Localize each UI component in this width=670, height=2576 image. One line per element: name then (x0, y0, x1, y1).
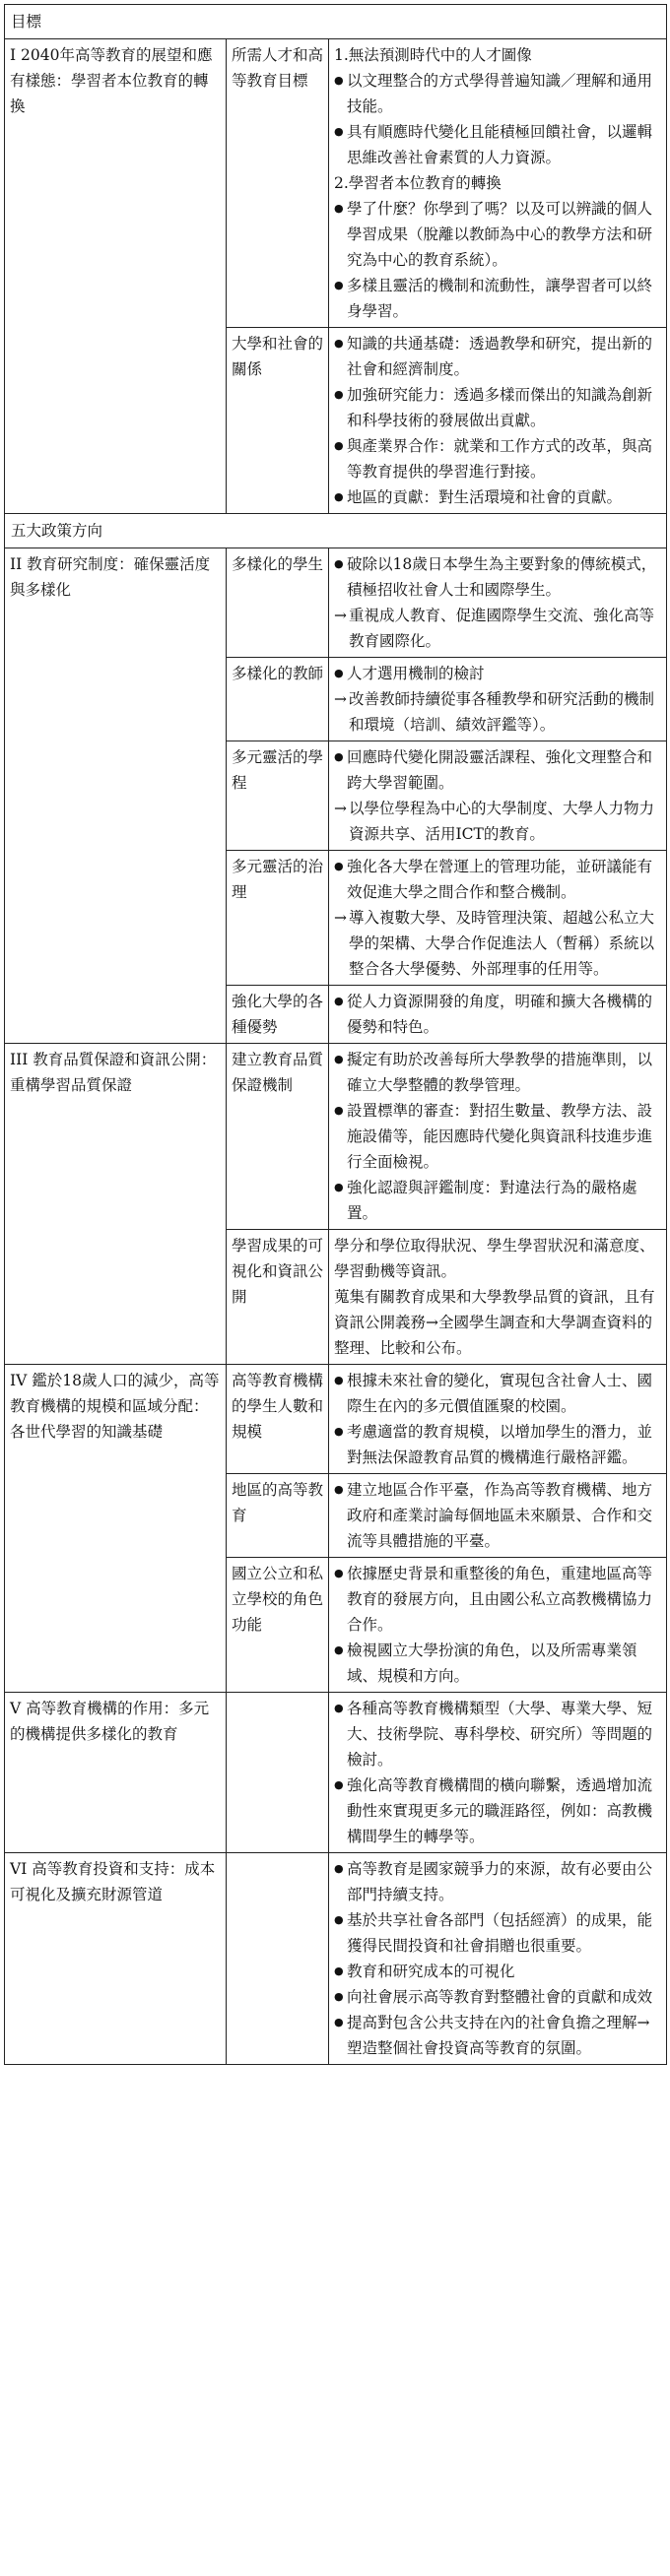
topic-cell (227, 1693, 329, 1853)
bullet-item: ● 人才選用機制的檢討 (334, 661, 661, 686)
bullet-item: ● 基於共享社會各部門（包括經濟）的成果，能獲得民間投資和社會捐贈也很重要。 (334, 1907, 661, 1959)
direction-title: III 教育品質保證和資訊公開：重構學習品質保證 (5, 1044, 227, 1365)
text-line: 蒐集有關教育成果和大學教學品質的資訊，且有資訊公開義務→全國學生調查和大學調查資料的整理、比較和公布。 (334, 1288, 655, 1357)
text-line: 學分和學位取得狀況、學生學習狀況和滿意度、學習動機等資訊。 (334, 1237, 655, 1280)
bullet-item: ● 知識的共通基礎：透過教學和研究，提出新的社會和經濟制度。 (334, 331, 661, 382)
text-line: 1.無法預測時代中的人才圖像 (334, 46, 532, 64)
content-cell (329, 1044, 667, 1230)
content-cell (329, 851, 667, 986)
topic-cell: 多元靈活的學程 (227, 741, 329, 851)
bullet-item: ● 強化高等教育機構間的橫向聯繫，透過增加流動性來實現更多元的職涯路徑，例如：高教機構間學生的轉學等。 (334, 1772, 661, 1849)
topic-cell: 多樣化的教師 (227, 658, 329, 741)
topic-cell: 地區的高等教育 (227, 1474, 329, 1558)
content-cell (329, 328, 667, 514)
bullet-item: ● 各種高等教育機構類型（大學、專業大學、短大、技術學院、專科學校、研究所）等問題的檢討。 (334, 1696, 661, 1772)
bullet-item: ● 考慮適當的教育規模，以增加學生的潛力，並對無法保證教育品質的機構進行嚴格評鑑。 (334, 1419, 661, 1470)
bullet-item: ● 依據歷史背景和重整後的角色，重建地區高等教育的發展方向，且由國公私立高教機構協力合作。 (334, 1561, 661, 1638)
table-row (5, 1693, 667, 1853)
bullet-item: ● 具有順應時代變化且能積極回饋社會，以邏輯思維改善社會素質的人力資源。 (334, 119, 661, 170)
section-row (5, 514, 667, 548)
bullet-item: ● 加強研究能力：透過多樣而傑出的知識為創新和科學技術的發展做出貢獻。 (334, 382, 661, 433)
section-policy-header: 五大政策方向 (5, 514, 667, 548)
bullet-item: ● 教育和研究成本的可視化 (334, 1959, 661, 1984)
bullet-item: ● 從人力資源開發的角度，明確和擴大各機構的優勢和特色。 (334, 989, 661, 1040)
policy-table (4, 4, 667, 2065)
table-row (5, 548, 667, 658)
bullet-item: ● 地區的貢獻：對生活環境和社會的貢獻。 (334, 484, 661, 510)
bullet-item: ● 學了什麼？你學到了嗎？以及可以辨識的個人學習成果（脫離以教師為中心的教學方法和研究為中心的教育系統）。 (334, 196, 661, 273)
table-row (5, 39, 667, 328)
direction-title: II 教育研究制度：確保靈活度與多樣化 (5, 548, 227, 1044)
arrow-item: → 以學位學程為中心的大學制度、大學人力物力資源共享、活用ICT的教育。 (334, 796, 661, 847)
bullet-item: ● 設置標準的審查：對招生數量、教學方法、設施設備等，能因應時代變化與資訊科技進步進行全面檢視。 (334, 1098, 661, 1175)
direction-title: I 2040年高等教育的展望和應有樣態：學習者本位教育的轉換 (5, 39, 227, 514)
topic-cell: 建立教育品質保證機制 (227, 1044, 329, 1230)
bullet-item: ● 建立地區合作平臺，作為高等教育機構、地方政府和產業討論每個地區未來願景、合作和交流等具體措施的平臺。 (334, 1477, 661, 1554)
bullet-item: ● 向社會展示高等教育對整體社會的貢獻和成效 (334, 1984, 661, 2010)
arrow-item: → 導入複數大學、及時管理決策、超越公私立大學的架構、大學合作促進法人（暫稱）系統以整合各大學優勢、外部理事的任用等。 (334, 905, 661, 982)
content-cell (329, 548, 667, 658)
topic-cell: 多樣化的學生 (227, 548, 329, 658)
topic-cell (227, 1853, 329, 2065)
arrow-item: → 改善教師持續從事各種教學和研究活動的機制和環境（培訓、績效評鑑等）。 (334, 686, 661, 738)
direction-title: VI 高等教育投資和支持：成本可視化及擴充財源管道 (5, 1853, 227, 2065)
table-row (5, 1044, 667, 1230)
bullet-item: ● 強化各大學在營運上的管理功能，並研議能有效促進大學之間合作和整合機制。 (334, 854, 661, 905)
direction-title: V 高等教育機構的作用：多元的機構提供多樣化的教育 (5, 1693, 227, 1853)
content-cell (329, 658, 667, 741)
topic-cell: 國立公立和私立學校的角色功能 (227, 1558, 329, 1693)
content-cell (329, 39, 667, 328)
content-cell (329, 1693, 667, 1853)
section-goal-header: 目標 (5, 5, 667, 39)
bullet-item: ● 回應時代變化開設靈活課程、強化文理整合和跨大學習範圍。 (334, 744, 661, 796)
bullet-item: ● 強化認證與評鑑制度：對違法行為的嚴格處置。 (334, 1175, 661, 1226)
bullet-item: ● 根據未來社會的變化，實現包含社會人士、國際生在內的多元價值匯聚的校園。 (334, 1368, 661, 1419)
table-row (5, 1853, 667, 2065)
content-cell (329, 986, 667, 1044)
topic-cell: 所需人才和高等教育目標 (227, 39, 329, 328)
bullet-item: ● 多樣且靈活的機制和流動性，讓學習者可以終身學習。 (334, 273, 661, 324)
topic-cell: 學習成果的可視化和資訊公開 (227, 1230, 329, 1365)
topic-cell: 多元靈活的治理 (227, 851, 329, 986)
text-line: 2.學習者本位教育的轉換 (334, 174, 502, 192)
bullet-item: ● 破除以18歲日本學生為主要對象的傳統模式，積極招收社會人士和國際學生。 (334, 551, 661, 603)
bullet-item: ● 高等教育是國家競爭力的來源，故有必要由公部門持續支持。 (334, 1856, 661, 1907)
arrow-item: → 重視成人教育、促進國際學生交流、強化高等教育國際化。 (334, 603, 661, 654)
bullet-item: ● 以文理整合的方式學得普遍知識／理解和通用技能。 (334, 68, 661, 119)
topic-cell: 強化大學的各種優勢 (227, 986, 329, 1044)
content-cell (329, 741, 667, 851)
bullet-item: ● 檢視國立大學扮演的角色，以及所需專業領域、規模和方向。 (334, 1638, 661, 1689)
topic-cell: 高等教育機構的學生人數和規模 (227, 1365, 329, 1474)
direction-title: IV 鑑於18歲人口的減少，高等教育機構的規模和區域分配：各世代學習的知識基礎 (5, 1365, 227, 1693)
content-cell (329, 1474, 667, 1558)
content-cell (329, 1365, 667, 1474)
content-cell (329, 1558, 667, 1693)
table-row (5, 1365, 667, 1474)
topic-cell: 大學和社會的關係 (227, 328, 329, 514)
content-cell (329, 1230, 667, 1365)
bullet-item: ● 擬定有助於改善每所大學教學的措施準則，以確立大學整體的教學管理。 (334, 1047, 661, 1098)
bullet-item: ● 提高對包含公共支持在內的社會負擔之理解→塑造整個社會投資高等教育的氛圍。 (334, 2010, 661, 2061)
bullet-item: ● 與產業界合作：就業和工作方式的改革，與高等教育提供的學習進行對接。 (334, 433, 661, 484)
content-cell (329, 1853, 667, 2065)
section-row (5, 5, 667, 39)
